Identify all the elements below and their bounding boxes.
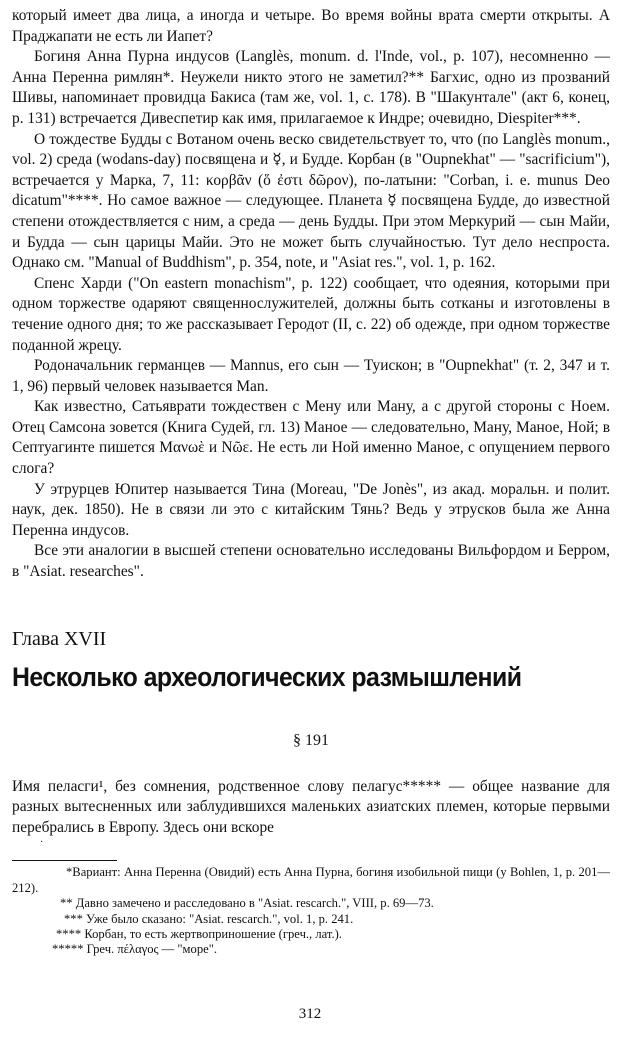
paragraph-2: Богиня Анна Пурна индусов (Langlès, monum. d. l'Inde, vol., p. 107), несомненно — Анна Перенна римлян*. Неужели никто этого не заметил?** Багхис, одно из прозваний Шивы, напоминает провидца Бакиса (там же, vol. 1, c. 178). В "Шакунтале" (акт 6, конец, p. 131) встречается Дивеспетир как имя, прилагаемое к Индре; очевидно, Diespiter***. — [12, 48, 610, 127]
section-intro-text: Имя пеласги¹, без сомнения, родственное слову пелагус***** — общее название для разных вытесненных или заблудившихся маленьких азиатских племен, которые первыми перебрались в Европу. Здесь они вскоре — [12, 777, 610, 836]
paragraph-4: Спенс Харди ("On eastern monachism", p. 122) сообщает, что одеяния, которыми при одном торжестве одаряют священнослужителей, должны быть сотканы и изготовлены в течение одного дня; то же рассказывает Геродот (II, c. 22) об одежде, при одном торжестве поданной жрецу. — [12, 274, 610, 354]
paragraph-8: Все эти аналогии в высшей степени основательно исследованы Вильфордом и Берром, в "Asiat. researches". — [12, 542, 610, 581]
stray-mark: · — [40, 837, 44, 849]
footnote-1: *Вариант: Анна Перенна (Овидий) есть Анна Пурна, богиня изобильной пищи (у Bohlen, 1, p. 201—212). — [12, 865, 610, 895]
footnote-5: ***** Греч. πέλαγος — "море". — [52, 942, 217, 957]
footnotes — [12, 865, 610, 957]
body-text — [12, 6, 610, 583]
paragraph-1: который имеет два лица, а иногда и четыре. Во время войны врата смерти открыты. А Праджапати не есть ли Иапет? — [12, 7, 610, 45]
footnote-4: **** Корбан, то есть жертвоприношение (греч., лат.). — [56, 927, 342, 942]
paragraph-6: Как известно, Сатьяврати тождествен с Мену или Ману, а с другой стороны с Ноем. Отец Самсона зовется (Книга Судей, гл. 13) Маное — следовательно, Ману, Маное, Ной; в Септуагинте пишется Μανωὲ и Nῶε. Не есть ли Ной именно Маное, с опущением первого слога? — [12, 398, 610, 478]
footnote-2: ** Давно замечено и расследовано в "Asiat. rescarch.", VIII, p. 69—73. — [60, 896, 434, 911]
section-mark: § 191 — [293, 731, 329, 749]
chapter-label: Глава XVII — [12, 627, 107, 650]
page-number: 312 — [298, 1006, 322, 1022]
footnote-3: *** Уже было сказано: "Asiat. rescarch.", vol. 1, p. 241. — [64, 911, 354, 926]
chapter-title: Несколько археологических размышлений — [12, 661, 522, 692]
footnote-divider — [12, 860, 117, 861]
paragraph-3: О тождестве Будды с Вотаном очень веско свидетельствует то, что (по Langlès monum., vol. 2) среда (wodans-day) посвящена и ☿, и Будде. Корбан (в "Oupnekhat" — "sacrificium"), встречается у Марка, 7, 11: κορβᾶν (ὅ ἐστι δῶρον), по-латыни: "Corban, i. e. munus Deo dicatum"****. Но самое важное — следующее. Планета ☿ посвящена Будде, до известной степени отождествляется с ним, а среда — день Будды. При этом Меркурий — сын Майи, и Будда — сын царицы Майи. Это не может быть случайностью. Тут дело неспроста. Однако см. "Manual of Buddhism", p. 354, note, и "Asiat res.", vol. 1, p. 162. — [12, 130, 610, 272]
section-intro — [12, 777, 610, 839]
paragraph-5: Родоначальник германцев — Mannus, его сын — Туискон; в "Oupnekhat" (т. 2, 347 и т. 1, 96) первый человек называется Man. — [12, 357, 610, 395]
paragraph-7: У этрурцев Юпитер называется Тина (Moreau, "De Jonès", из акад. моральн. и полит. наук, дек. 1850). Не в связи ли это с китайским Тянь? Ведь у этрусков была же Анна Перенна индусов. — [12, 480, 610, 539]
